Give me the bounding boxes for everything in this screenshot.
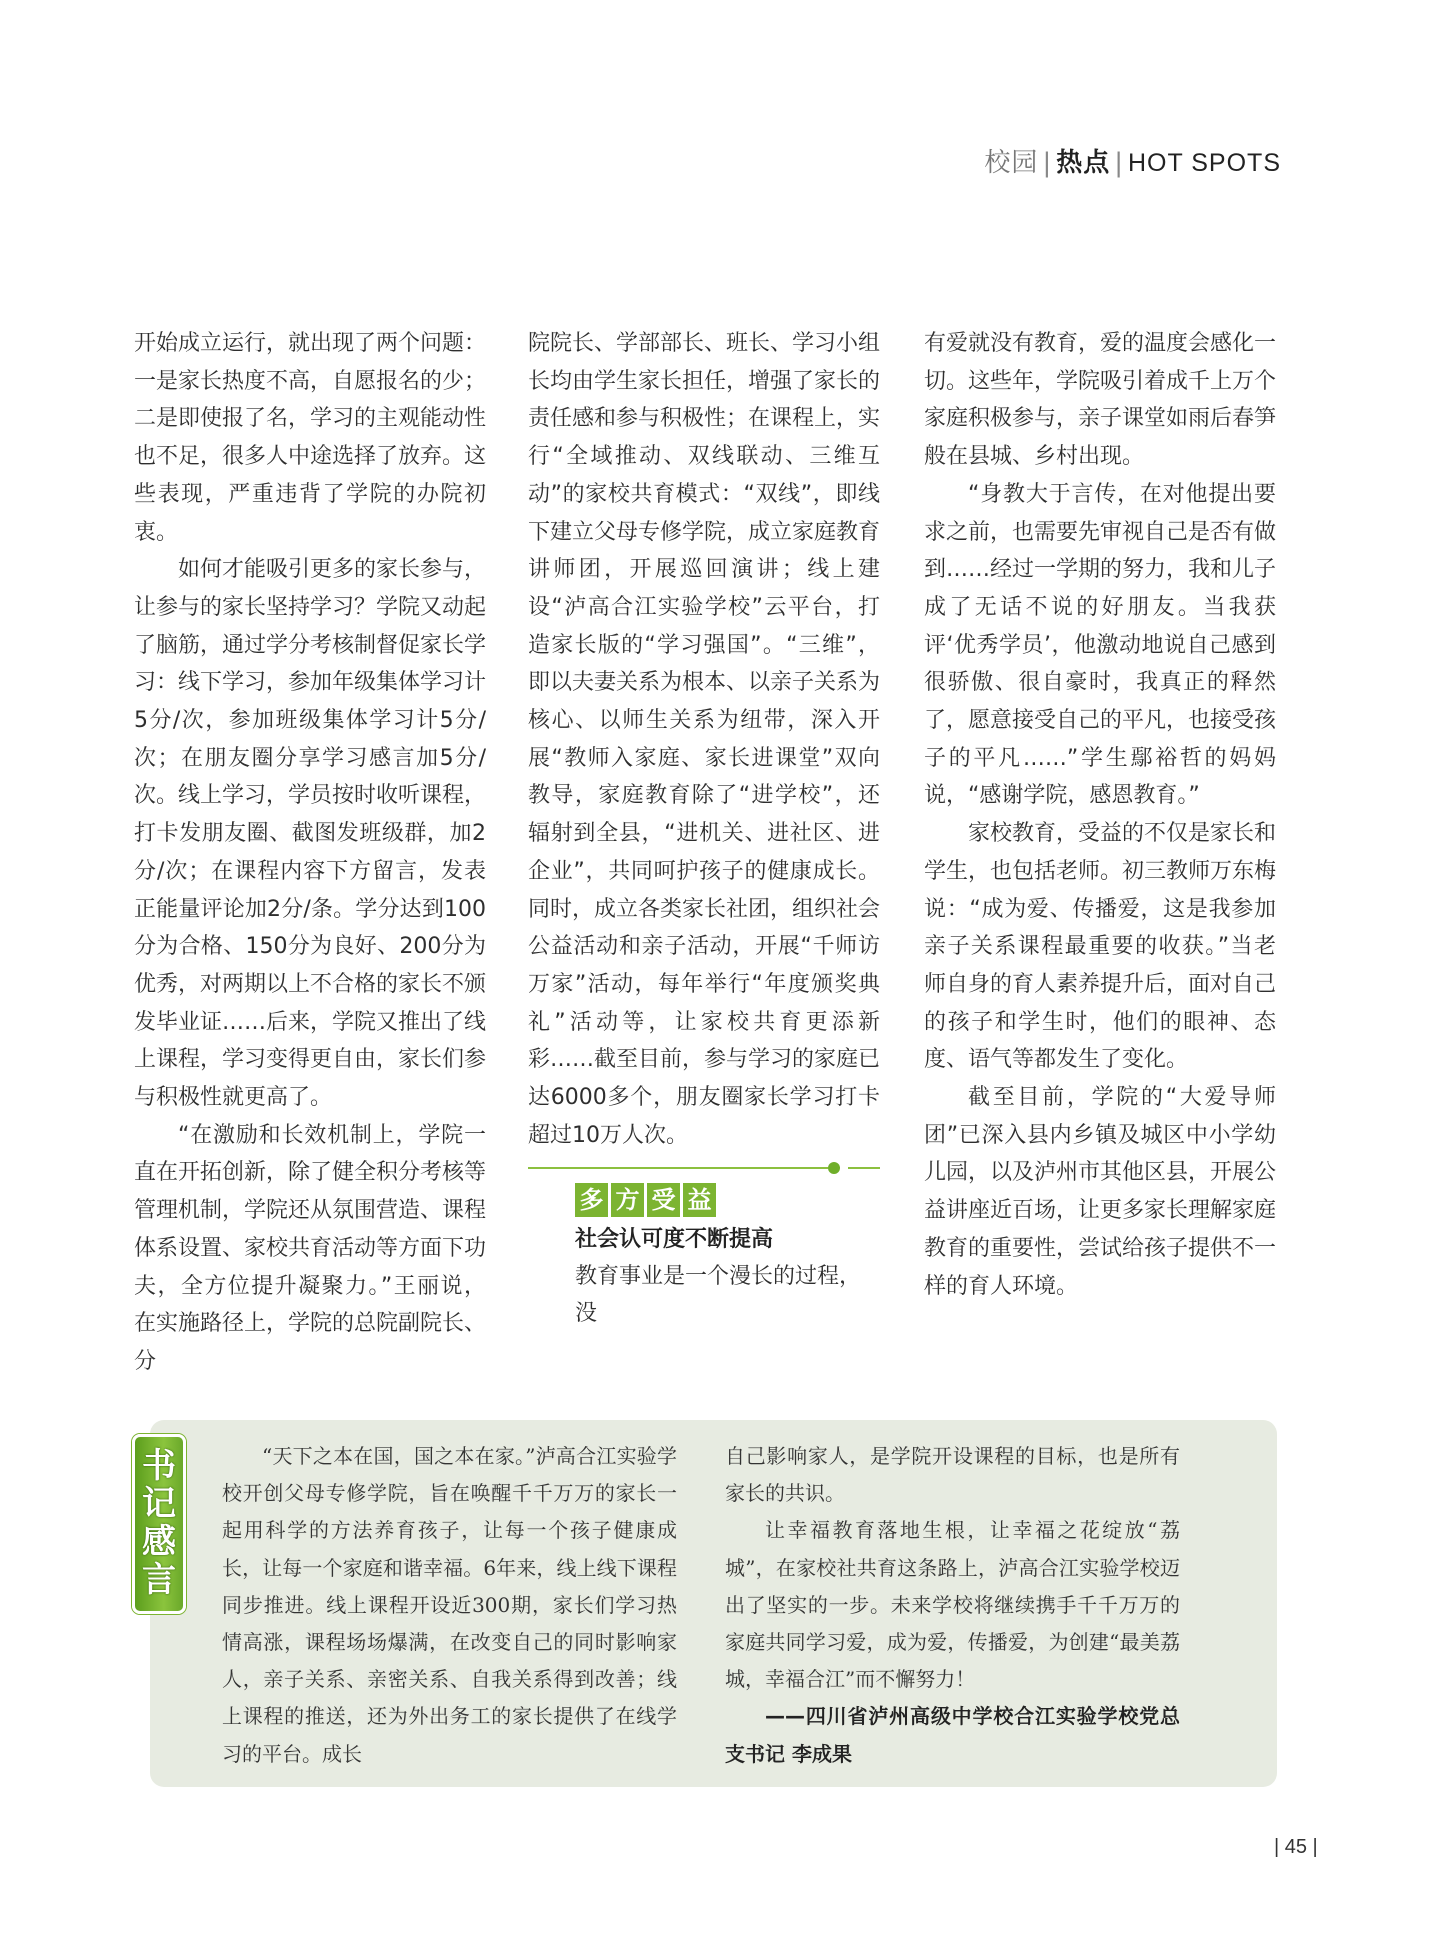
tab-label	[135, 1447, 183, 1599]
paragraph: 截至目前，学院的“大爱导师团”已深入县内乡镇及城区中小学幼儿园，以及泸州市其他区县，开展公益讲座近百场，让更多家长理解家庭教育的重要性，尝试给孩子提供不一样的育人环境。	[924, 1085, 1277, 1299]
divider-line-end	[848, 1167, 880, 1169]
section-paragraph: 教育事业是一个漫长的过程，没	[575, 1264, 862, 1326]
page-number: | 45 |	[1274, 1836, 1318, 1858]
article-column-1	[134, 325, 486, 1381]
header-separator-2: |	[1114, 148, 1124, 178]
tab-char: 感	[142, 1522, 176, 1562]
tab-char: 言	[142, 1560, 176, 1600]
divider-line	[528, 1167, 828, 1169]
remarks-paragraph: 让幸福教育落地生根，让幸福之花绽放“荔城”，在家校社共育这条路上，泸高合江实验学校迈出了坚实的一步。未来学校将继续携手千千万万的家庭共同学习爱，成为爱，传播爱，为创建“最美荔城，幸福合江”而不懈努力！	[725, 1518, 1180, 1692]
remarks-paragraph: “天下之本在国，国之本在家。”泸高合江实验学校开创父母专修学院，旨在唤醒千千万万的家长一起用科学的方法养育孩子，让每一个孩子健康成长，让每一个家庭和谐幸福。6年来，线上线下课程同步推进。线上课程开设近300期，家长们学习热情高涨，课程场场爆满，在改变自己的同时影响家人，亲子关系、亲密关系、自我关系得到改善；线上课程的推送，还为外出务工的家长提供了在线学习的平台。成长	[222, 1444, 677, 1766]
header-hot: 热点	[1056, 148, 1111, 178]
badge-char: 多	[575, 1183, 608, 1217]
section-divider	[528, 1160, 880, 1176]
paragraph: 院院长、学部部长、班长、学习小组长均由学生家长担任，增强了家长的责任感和参与积极性；在课程上，实行“全域推动、双线联动、三维互动”的家校共育模式：“双线”，即线下建立父母专修学院，成立家庭教育讲师团，开展巡回演讲；线上建设“泸高合江实验学校”云平台，打造家长版的“学习强国”。“三维”，即以夫妻关系为根本、以亲子关系为核心、以师生关系为纽带，深入开展“教师入家庭、家长进课堂”双向教导，家庭教育除了“进学校”，还辐射到全县，“进机关、进社区、进企业”，共同呵护孩子的健康成长。同时，成立各类家长社团，组织社会公益活动和亲子活动，开展“千师访万家”活动，每年举行“年度颁奖典礼”活动等，让家校共育更添新彩……截至目前，参与学习的家庭已达6000多个，朋友圈家长学习打卡超过10万人次。	[528, 331, 881, 1148]
tab-char: 记	[142, 1484, 176, 1524]
paragraph: 家校教育，受益的不仅是家长和学生，也包括老师。初三教师万东梅说：“成为爱、传播爱，这是我参加亲子关系课程最重要的收获。”当老师自身的育人素养提升后，面对自己的孩子和学生时，他们的眼神、态度、语气等都发生了变化。	[924, 821, 1277, 1073]
badge-char: 益	[683, 1183, 716, 1217]
header-separator: |	[1042, 148, 1053, 178]
header-section: 校园	[984, 148, 1039, 178]
section-subheading: 社会认可度不断提高	[575, 1227, 774, 1252]
remarks-column-1	[222, 1438, 677, 1773]
badge-char: 方	[611, 1183, 644, 1217]
remarks-signature: ——四川省泸州高级中学校合江实验学校党总支书记 李成果	[725, 1704, 1180, 1766]
paragraph: 如何才能吸引更多的家长参与，让参与的家长坚持学习？学院又动起了脑筋，通过学分考核制督促家长学习：线下学习，参加年级集体学习计5分/次，参加班级集体学习计5分/次；在朋友圈分享学习感言加5分/次。线上学习，学员按时收听课程，打卡发朋友圈、截图发班级群，加2分/次；在课程内容下方留言，发表正能量评论加2分/条。学分达到100分为合格、150分为良好、200分为优秀，对两期以上不合格的家长不颁发毕业证……后来，学院又推出了线上课程，学习变得更自由，家长们参与积极性就更高了。	[134, 557, 487, 1111]
header-english: HOT SPOTS	[1127, 149, 1281, 177]
article-column-3	[924, 325, 1276, 1305]
divider-dot-icon	[828, 1162, 840, 1174]
paragraph: “身教大于言传，在对他提出要求之前，也需要先审视自己是否有做到……经过一学期的努力，我和儿子成了无话不说的好朋友。当我获评‘优秀学员’，他激动地说自己感到很骄傲、很自豪时，我真正的释然了，愿意接受自己的平凡，也接受孩子的平凡……”学生鄢裕哲的妈妈说，“感谢学院，感恩教育。”	[924, 481, 1277, 809]
badge-char: 受	[647, 1183, 680, 1217]
section-badge	[575, 1183, 716, 1217]
secretary-remarks-tab	[132, 1434, 186, 1614]
remarks-column-2	[725, 1438, 1180, 1773]
paragraph: 开始成立运行，就出现了两个问题：一是家长热度不高，自愿报名的少；二是即使报了名，学习的主观能动性也不足，很多人中途选择了放弃。这些表现，严重违背了学院的办院初衷。	[134, 331, 487, 545]
paragraph: 有爱就没有教育，爱的温度会感化一切。这些年，学院吸引着成千上万个家庭积极参与，亲子课堂如雨后春笋般在县城、乡村出现。	[924, 331, 1277, 470]
article-column-2	[528, 325, 880, 1154]
paragraph: “在激励和长效机制上，学院一直在开拓创新，除了健全积分考核等管理机制，学院还从氛围营造、课程体系设置、家校共育活动等方面下功夫，全方位提升凝聚力。”王丽说，在实施路径上，学院的总院副院长、分	[134, 1122, 487, 1374]
remarks-paragraph: 自己影响家人，是学院开设课程的目标，也是所有家长的共识。	[725, 1444, 1180, 1506]
tab-char: 书	[142, 1446, 176, 1486]
running-header	[984, 142, 1281, 179]
